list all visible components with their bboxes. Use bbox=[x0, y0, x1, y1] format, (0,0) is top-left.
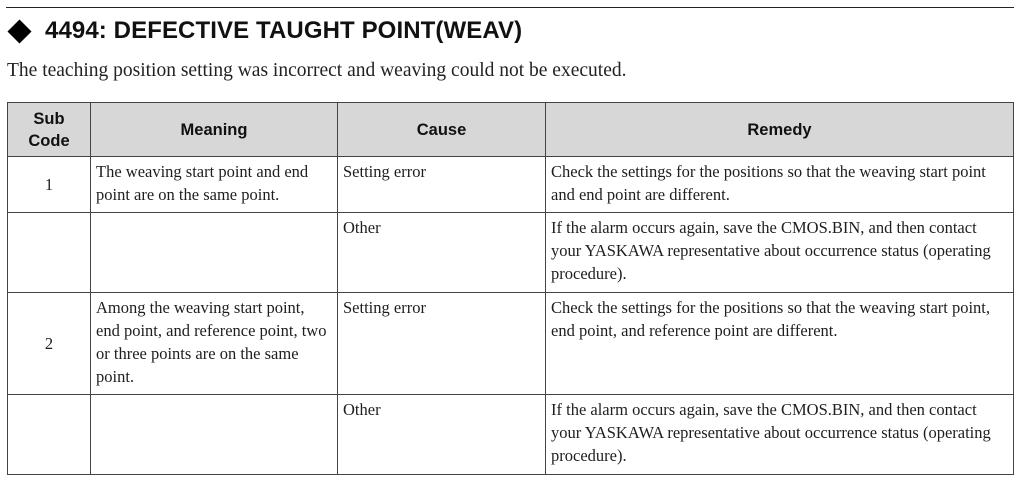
header-cause: Cause bbox=[338, 103, 546, 157]
meaning-cell: Among the weaving start point, end point, and reference point, two or three points are on the same point. bbox=[91, 293, 338, 395]
meaning-cell bbox=[91, 213, 338, 293]
diamond-bullet-icon bbox=[7, 19, 31, 43]
header-sub-code bbox=[8, 103, 91, 157]
alarm-heading bbox=[7, 14, 522, 48]
header-meaning: Meaning bbox=[91, 103, 338, 157]
header-sub-code-line2: Code bbox=[28, 131, 70, 150]
alarm-table bbox=[7, 102, 1014, 475]
alarm-description: The teaching position setting was incorrect and weaving could not be executed. bbox=[7, 60, 627, 81]
header-remedy: Remedy bbox=[546, 103, 1014, 157]
table-row bbox=[8, 157, 1014, 213]
table-row bbox=[8, 395, 1014, 475]
remedy-cell: If the alarm occurs again, save the CMOS.BIN, and then contact your YASKAWA representative about occurrence status (operating procedure). bbox=[546, 213, 1014, 293]
remedy-cell: Check the settings for the positions so that the weaving start point and end point are different. bbox=[546, 157, 1014, 213]
table-row bbox=[8, 293, 1014, 395]
cause-cell: Other bbox=[338, 213, 546, 293]
header-sub-code-line1: Sub bbox=[33, 109, 65, 128]
alarm-title: 4494: DEFECTIVE TAUGHT POINT(WEAV) bbox=[45, 17, 523, 44]
cause-cell: Setting error bbox=[338, 157, 546, 213]
cause-cell: Setting error bbox=[338, 293, 546, 395]
table-header-row bbox=[8, 103, 1014, 157]
top-divider bbox=[6, 7, 1014, 8]
meaning-cell: The weaving start point and end point are on the same point. bbox=[91, 157, 338, 213]
sub-code-cell: 1 bbox=[8, 157, 91, 213]
remedy-cell: If the alarm occurs again, save the CMOS.BIN, and then contact your YASKAWA representative about occurrence status (operating procedure). bbox=[546, 395, 1014, 475]
sub-code-cell bbox=[8, 213, 91, 293]
table-row bbox=[8, 213, 1014, 293]
remedy-cell: Check the settings for the positions so that the weaving start point, end point, and reference point are different. bbox=[546, 293, 1014, 395]
cause-cell: Other bbox=[338, 395, 546, 475]
sub-code-cell: 2 bbox=[8, 293, 91, 395]
sub-code-cell bbox=[8, 395, 91, 475]
meaning-cell bbox=[91, 395, 338, 475]
